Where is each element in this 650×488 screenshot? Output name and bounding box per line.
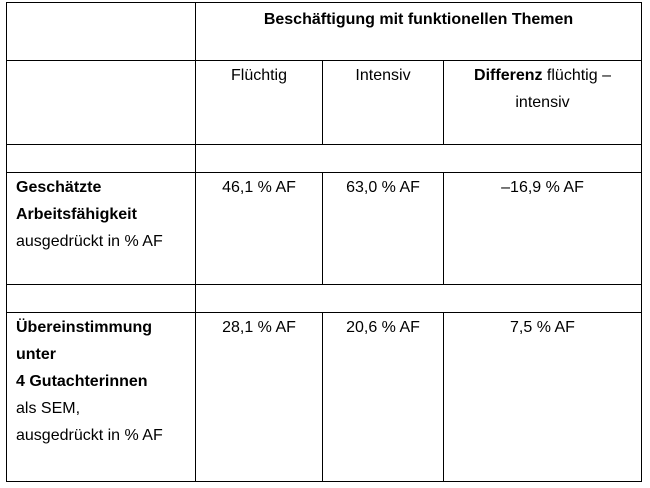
col-border-left: [6, 2, 7, 482]
row1-label-line3: ausgedrückt in % AF: [16, 233, 163, 250]
row-border-spacer2: [6, 312, 642, 313]
column-header-fluechtig: Flüchtig: [230, 67, 288, 84]
group-header: Beschäftigung mit funktionellen Themen: [263, 11, 574, 28]
column-header-intensiv: Intensiv: [355, 67, 411, 84]
row2-label-line2: unter: [16, 346, 56, 363]
row-border-row1: [6, 284, 642, 285]
row-border-header: [6, 60, 642, 61]
row-border-spacer1: [6, 172, 642, 173]
row2-label-line5: ausgedrückt in % AF: [16, 427, 163, 444]
row-border-subheader: [6, 144, 642, 145]
row1-label-line1: Geschätzte: [16, 179, 102, 196]
col-border-right: [641, 2, 642, 482]
row2-value-intensiv: 20,6 % AF: [346, 319, 420, 336]
row2-value-fluechtig: 28,1 % AF: [222, 319, 296, 336]
row2-label-line1: Übereinstimmung: [16, 319, 153, 336]
row1-value-fluechtig: 46,1 % AF: [222, 179, 296, 196]
column-header-differenz-line2: intensiv: [515, 94, 570, 111]
row-border-top: [6, 2, 642, 3]
column-header-differenz-bold: Differenz: [474, 67, 543, 84]
row-border-bottom: [6, 481, 642, 482]
column-header-differenz: [444, 62, 641, 89]
row1-label-line2: Arbeitsfähigkeit: [16, 206, 137, 223]
row1-value-intensiv: 63,0 % AF: [346, 179, 420, 196]
row2-label-line3: 4 Gutachterinnen: [16, 373, 148, 390]
row2-label-line4: als SEM,: [16, 400, 81, 417]
row1-value-differenz: –16,9 % AF: [501, 179, 584, 196]
column-header-differenz-rest: flüchtig –: [542, 67, 611, 84]
row2-value-differenz: 7,5 % AF: [510, 319, 575, 336]
